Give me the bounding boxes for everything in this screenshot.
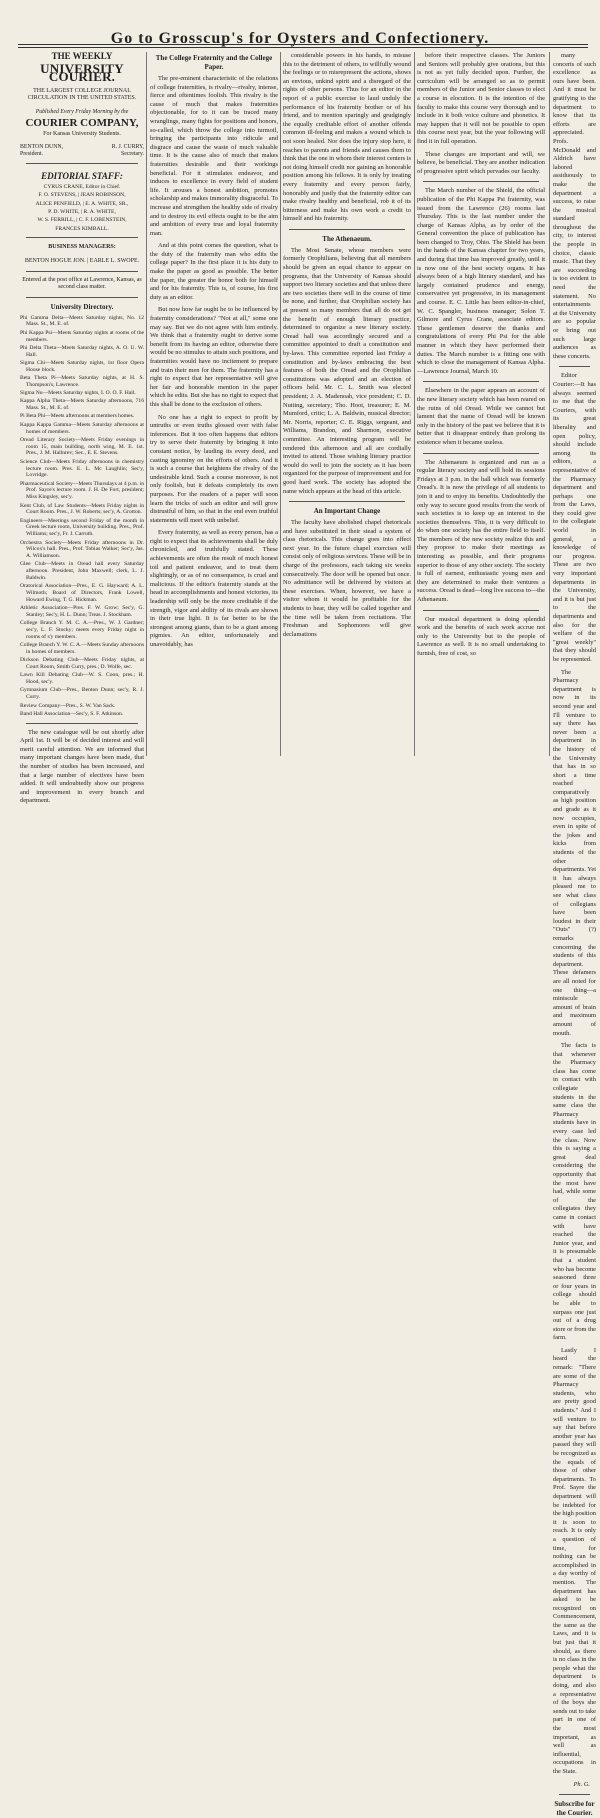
editorial-paragraph: Our musical department is doing splendid work and the benefits of such work accrue not only to the University but to the people of Lawrence as well. It is no small undertaking to furnish, free of cost, so <box>417 615 545 657</box>
divider <box>289 229 405 230</box>
staff-line: CYRUS CRANE, Editor in Chief. <box>43 184 121 191</box>
secretary-role: Secretary. <box>121 150 144 157</box>
top-rule-double <box>18 47 588 48</box>
editorial-paragraph: before their respective classes. The Juniors and Seniors will probably give orations, but this is not as yet fully decided upon. Further, the curriculum will be arranged so as to permit members of the Junior and Senior classes to elect a course in elocution. It is the intention of the faculty to make this course very thorough and to include in it both voice culture and phonetics. It may happen that it will not be possible to open this course next year, but the year following will find it in full operation. <box>417 52 545 145</box>
directory-item: Sigma Nu—Meets Saturday nights, I. O. O. F. Hall. <box>20 390 136 397</box>
directory-list <box>20 315 144 718</box>
masthead-pretitle: THE WEEKLY <box>51 51 113 61</box>
directory-item: Review Company—Pres., S. W. Van Sack. <box>20 702 116 709</box>
officers-roles-row <box>20 151 144 158</box>
masthead-publisher: COURIER COMPANY, <box>25 117 139 130</box>
directory-item: Phi Delta Theta—Meets Saturday nights, A. O. U. W. Hall. <box>20 344 144 358</box>
editorial-paragraph: The March number of the Shield, the official publication of the Phi Kappa Psi fraternity, was issued from the Lawrence (26) rooms last Thursday. This is the last number under the charge of Kansas Alpha, as by order of the General convention the place of publication has been changed to Troy, Ohio. The Shield has been in the hands of the Kansas chapter for two years, and during that time has improved greatly, until it is now one of the best society organs. It has always been of a high literary standard, and has largely contained prudence and energy, conservative yet progressive, in its management and course. E. C. Little has been editor-in-chief, W. C. Spangler, business manager; Solon T. Gilmore and Cyrus Crane, associate editors. These gentlemen deserve the thanks and congratulations of every Phi Psi for the able manner in which they have performed their duties. The March number is a fitting one with which to close the management of Kansas Alpha.—Lawrence Journal, March 10. <box>417 187 545 375</box>
staff-line: F. O. STEVENS, | JEAN ROBINSON, <box>38 192 126 199</box>
article-paragraph: Every fraternity, as well as every person, has a right to expect that its achievements shall be duly chronicled, and truthfully stated. These achievements are often the result of much honest toil and patient endeavor, and to treat them slightingly, or as of no consequence, is cruel and malicious. If the editor's fraternity stands at the head in accomplishments and honest victories, its leadership will only be the more creditable if the strength, vigor and ability of its rivals are shown in their true light. It is far better to be the strongest among giants, than to be a giant among pigmies. An editor, unfortunately and unavoidably, has <box>150 529 278 648</box>
column-fraternity-article <box>150 52 278 752</box>
masthead-subtitle: THE LARGEST COLLEGE JOURNAL CIRCULATION IN THE UNITED STATES. <box>27 87 137 101</box>
column-athenaeum <box>283 52 411 752</box>
divider <box>26 723 138 724</box>
divider <box>423 610 539 611</box>
business-heading: BUSINESS MANAGERS: <box>48 244 116 251</box>
divider <box>26 271 138 272</box>
editorial-staff-heading: EDITORIAL STAFF: <box>41 170 123 181</box>
directory-item: Oratorical Association—Pres., E. G. Hayward; A. L. Wilmoth; Board of Directors, Frank Lowell, Howard Ewing, T. G. Hickman. <box>20 583 144 603</box>
divider <box>289 501 405 502</box>
directory-item: Dickson Debating Club—Meets Friday nights, at Court Room, Smith Curry, pres.; D. Wolfe, sec. <box>20 657 144 671</box>
divider <box>423 453 539 454</box>
divider <box>559 366 590 367</box>
divider <box>423 181 539 182</box>
top-rule <box>18 44 588 45</box>
letter-paragraph: The facts is that whenever the Pharmacy class has come in contact with collegiate students in the same class the Pharmacy students have in every case led the class. Now this is saying a great deal considering the opportunity that the most have had, while some of the collegiates they came in contact with have reached the Junior year, and it is presumable that a student who has become seasoned three or four years in college should be able to surpass one just out of a drug store or from the farm. <box>553 1042 596 1342</box>
letter-paragraph: many concerts of such excellence as ours have been. And it must be gratifying to the department to know that its efforts are appreciated. Profs. McDonald and Aldrich have labored assiduously to make the department a success, to raise the musical standard throughout the city, to interest the people in choice, classic music. That they are succeeding is too evident to need the statement. No entertainments at the University are so popular or bring out such large audiences as these concerts. <box>553 52 596 360</box>
directory-heading: University Directory. <box>50 302 114 311</box>
directory-item: Band Hall Association—Sec'y, S. F. Atkinson. <box>20 710 124 717</box>
directory-item: Sigma Chi—Meets Saturday nights, 1st floor Opera House block. <box>20 359 144 373</box>
directory-item: College Branch Y. M. C. A.—Pres., W. J. Gardner; sec'y, L. F. Stocky; meets every Friday night in rooms of s'y members. <box>20 620 144 640</box>
editorial-paragraph: These changes are important and will, we believe, be beneficial. They are another indication of progressive spirit which pervades our faculty. <box>417 150 545 175</box>
article-title: The College Fraternity and the College Paper. <box>155 54 273 71</box>
article-paragraph: considerable powers in his hands, to misuse this to the detriment of others, to willfully wound the feelings or to misrepresent the actions, shows an envious, unkind spirit and a disregard of the rights of other persons. Thus for an editor in the report of a public exercise to laud unduly the performance of his fraternity brother or of his friend, and to mention sparingly and grudgingly the equally creditable effort of another offends common ill-feeling and makes a wound which is not soon healed. Nor does the injury stop here, it reaches to parents and friends and causes them to think that the one in whom their interest centers is not doing himself credit nor gaining an honorable position among his fellows. It is only by treating every fraternity and every person fairly, honorably and justly that the fraternity editor can make rivalry healthy and beneficial, rob it of its bitterness and make his own work a credit to himself and his fraternity. <box>283 52 411 223</box>
column-divider <box>414 52 415 756</box>
article-paragraph: The pre-eminent characteristic of the relations of college fraternities, is rivalry—rivalry, intense, fierce and oftentimes foolish. This rivalry is the cause of much that makes fraternities objectionable, for to it can be traced many wranglings, many fights for positions and honors, so-called, which throw the college into turmoil, bringing the participants into ridicule and disgrace and cause the waste of much valuable time. It is the cause also of much that makes fraternities desirable and their workings beneficial. For it stimulates endeavor, and induces to excellence in every field of student life. It arouses a honest ambition, promotes scholarship and makes immorality disgraceful. To increase and strengthen the healthy side of rivalry and to destroy its evil effects ought to be the aim and ambition of every true and loyal fraternity man. <box>150 75 278 237</box>
directory-item: College Branch Y. W. C. A.—Meets Sunday afternoons in homes of members. <box>20 642 144 655</box>
staff-line: P. D. WHITE, | R. A. WHITE, <box>48 209 116 216</box>
editorial-paragraph: Elsewhere in the paper appears an account of the new literary society which has been reared on the ruins of old Oread. While we cannot but lament that the name of Oread will be known only in the history of the past we believe that it is better that it disappear entirely than prolong its existence when it became useless. <box>417 387 545 446</box>
directory-item: Beta Theta Pi—Meets Saturday nights, at H. S. Thompson's, Lawrence. <box>20 375 144 388</box>
staff-line: ALICE PENFIELD, | E. A. WHITE, SR., <box>35 200 129 207</box>
column-divider <box>280 52 281 756</box>
letter-paragraph: Editor Courier:—It has always seemed to me that the Couriers, with its great liberality and open policy, should include among its editors, a representative of the Pharmacy department and perhaps one from the Laws, they could give to the collegiate world in general, a knowledge of our progress. These are two very important departments in the University, and it is but just to the departments and also for the welfare of the "great weekly" that they should be represented. <box>553 372 596 663</box>
directory-item: Lawn Kill Debating Club—W. S. Coon, pres.; H. Hood, sec'y. <box>20 672 144 686</box>
masthead-for: For Kansas University Students. <box>43 130 121 137</box>
directory-item: Phi Kappa Psi—Meets Saturday nights at rooms of the members. <box>20 329 144 343</box>
directory-item: Kappa Alpha Theta—Meets Saturday afternoons, 716 Mass. St., M. E. of. <box>20 398 144 412</box>
catalogue-notice: The new catalogue will be out shortly after April 1st. It will be of decided interest and will merit careful attention. We are informed that many important changes have been made, that the number of studies has been increased, and that a large number of electives have been added. It will undoubtedly show our progress and improvement in every branch and department. <box>20 728 144 805</box>
president-name: BENTON DUNN, <box>20 143 64 150</box>
directory-item: Oread Literary Society—Meets Friday evenings in room 15, main building, north wing, M. E. 1st. Pres., J. M. Hallnrev; Sec., E. E. Stevens. <box>20 436 144 457</box>
editorial-staff-list <box>20 184 144 232</box>
staff-line: FRANCES KIMBALL. <box>55 225 109 232</box>
letter-paragraph: Lastly I heard the remark: "There are some of the Pharmacy students, who are pretty good students." And I will venture to say that before another year has passed they will be recognized as the equals of those of other departments. To Prof. Sayre the department will be indebted for the high position it is soon to reach. It is only a question of time, for nothing can be accomplished in a day worthy of mention. The department has asked to be recognized on Commencement, the same as the Laws, and it is but just that it should, as there is no class in the people what the department is doing, and also a representative of the boys she sends out to take part in one of the most important, as well as influential, occupations in the State. <box>553 1346 597 1775</box>
athenaeum-heading: The Athenaeum. <box>322 234 372 243</box>
president-role: President. <box>20 150 44 157</box>
subscribe-notice: Subscribe for the Courier. <box>554 1800 595 1818</box>
secretary-name: R. J. CURRY, <box>111 143 144 150</box>
entered-notice: Entered at the post office at Lawrence, Kansas, as second class matter. <box>22 276 142 290</box>
column-editorials <box>417 52 545 752</box>
directory-item: Pi Beta Phi—Meets afternoons at members homes. <box>20 413 135 420</box>
divider <box>559 1794 590 1795</box>
directory-item: Engineers—Meetings second Friday of the month in Greek lecture room, University building. Pres., Prof. Williams; sec'y, Fr. J. Carruth. <box>20 517 144 538</box>
change-heading: An Important Change <box>313 507 381 516</box>
editorial-paragraph: The Athenaeum is organized and run as a regular literary society and will hold its sessions Fridays at 3 p.m. in the hall which was formerly Oread's. It is now the privilege of all students to join it and to enjoy its benefits. Undoubtedly the only way to secure good results from the work of such societies is to keep up an interest in the societies themselves. This, it is very difficult to do when one society has the entire field to itself. The members of the new society realize this and they propose to make their meetings as interesting as possible, and their programs superior to those of any other society. The society is full of earnest, enthusiastic young men and they are determined to make their ventures a success. Oread is dead—long live success to—the Athenaeum. <box>417 458 545 604</box>
officers-row <box>20 144 144 151</box>
directory-item: Athletic Association—Pres. F. W. Grow; Sec'y, G. Stanley; Sec'y, H. L. Dunn; Treas. J. Stockham. <box>20 605 144 618</box>
article-paragraph: And at this point comes the question, what is the duty of the fraternity man who edits the college paper? In the first place it is his duty to make the paper as good as possible. The better the paper, the greater the honor both for himself and for his fraternity. This is, of course, his first duty as an editor. <box>150 242 278 301</box>
article-paragraph: No one has a right to expect to profit by untruths or even truths glossed over with false inferences. But it too often happens that editors try to serve their fraternity by bringing it into constant notice, by lauding its every deed, and casting ignominy on the efforts of others. And it is such a course that heightens the rivalry of the undesirable kind. Such a course moreover, is not only foolish, but it defeats completely its own purposes. For the readers of a paper will soon learn the tricks of such an editor and will grow distrustful of him, so that in the end even truthful statements will meet with unbelief. <box>150 413 278 524</box>
masthead-published: Published Every Friday Morning by the <box>35 108 129 115</box>
directory-item: Orchestra Society—Meets Friday afternoons in Dr. Wilcox's hall. Pres., Prof. Tobias Walker; Sec'y, Jas. A. Williamson. <box>20 539 144 560</box>
page-banner: Go to Grosscup's for Oysters and Confectionery. <box>110 30 490 47</box>
directory-item: Science Club—Meets Friday afternoons in chemistry lecture room. Pres. E. L. Mc Laughlin; Sec'y, Lovridge. <box>20 458 144 479</box>
letter-paragraph: The Pharmacy department is now in its second year and I'll venture to say there has never been a department in the history of the University that has in so short a time reached comparatively as high position and grade as it now occupies, even in spite of the jokes and kicks from students of the other departments. Yet it has always pleased me to see what class of collegians have been loudest in their "Outs" (?) remarks concerning the students of this department. These defamers are all noted for one thing—a miniscule amount of brain and maximum amount of mouth. <box>553 668 596 1037</box>
article-paragraph: But now how far ought he to be influenced by fraternity considerations? "Not at all," some one may say. But we do not agree with him entirely. We think that a fraternity ought to derive some benefit from its having an editor, otherwise there would be no stimulus to attain such positions, and fraternities would have no incitement to prepare and train their men for them. The fraternity has a right to expect that her representative will give her fair and honorable mention in the paper which he edits. But she has no right to expect that this shall be done to the exclusion of others. <box>150 306 278 408</box>
directory-item: Pharmaceutical Society—Meets Thursdays at 4 p.m. in Prof. Sayre's lecture room. J. H. De Fort, president; Miss Kingsley, sec'y. <box>20 480 144 501</box>
column-masthead <box>20 51 144 805</box>
change-paragraph: The faculty have abolished chapel rhetoricals and have substituted in their stead a system of class rhetoricals. This change goes into effect next year. In the future chapel exercises will consist only of religious services. These will be in charge of the professors, each taking six weeks consecutively. The door will be opened but once. No admittance will be delivered by visitors at these exercises. When, however, we have a visitor whom it would be profitable for the students to hear, they will be called together and the time will be taken from recitations. The Freshman and Sophomores will give declamations <box>283 519 411 638</box>
directory-item: Kappa Kappa Gamma—Meets Saturday afternoons at homes of members. <box>20 421 144 435</box>
divider <box>26 297 138 298</box>
directory-item: Gymnasium Club—Pres., Benton Dunn; sec'y, R. J. Curry. <box>20 687 144 701</box>
column-divider <box>146 52 147 756</box>
staff-line: W. S. FERRILL, | C. F. LOBENSTEIN, <box>37 217 127 224</box>
masthead <box>20 52 144 298</box>
business-names: BENTON HOGUE JON. | EARLE L. SWOPE. <box>24 258 140 265</box>
divider <box>26 163 138 164</box>
divider <box>26 237 138 238</box>
athenaeum-paragraph: The Most Senate, whose members were formerly Orophilians, believing that all members should be given an equal chance to appear on programs, that the University of Kansas should support two literary societies and that unless there are two societies there will in the course of time be none, and further, that Orophilian society has at present so many members that all do not get the benefit of enough literary practice, determined to organize a new literary society. Oread hall was accordingly secured and a committee appointed to draft a constitution and by-laws. This committee reported last Friday a constitution and by-laws embracing the best features of both the Oread and the Orophilian constitutions was adopted and an election of officers held. Mr. C. L. Smith was elected president; J. A. Madenoah, vice president; C. D. Nutting, secretary; Tho. Hoot, treasurer; E. M. Mumford, critic; L. A. Baldwin, musical director; Mr. Norris, reporter; C. E. Riggs, sergeant, and Williams, Brandon, and Sharmon, executive committee. An interesting program will be rendered this afternoon and all are cordially invited to attend. Those wishing literary practice would do well to join the society as it has been organized for the purpose of improvement and for good hard work. The society has adopted the name which appears at the head of this article. <box>283 246 411 495</box>
letter-signature: Ph. G. <box>573 1780 590 1788</box>
directory-item: Phi Gamma Delta—Meets Saturday nights, No. 12 Mass. St., M. E. of. <box>20 314 144 328</box>
column-divider <box>549 52 550 756</box>
divider <box>423 381 539 382</box>
column-letters <box>553 52 597 1818</box>
masthead-title: UNIVERSITY COURIER. <box>40 60 124 85</box>
directory-item: Glee Club—Meets in Oread hall every Saturday afternoon. President, John Maxwell; clerk, L. J. Baldwin. <box>20 561 144 582</box>
directory-item: Kent Club, of Law Students—Meets Friday nights in Court Room. Pres., J. W. Roberts; sec'y, A. Grotton. <box>20 502 144 516</box>
